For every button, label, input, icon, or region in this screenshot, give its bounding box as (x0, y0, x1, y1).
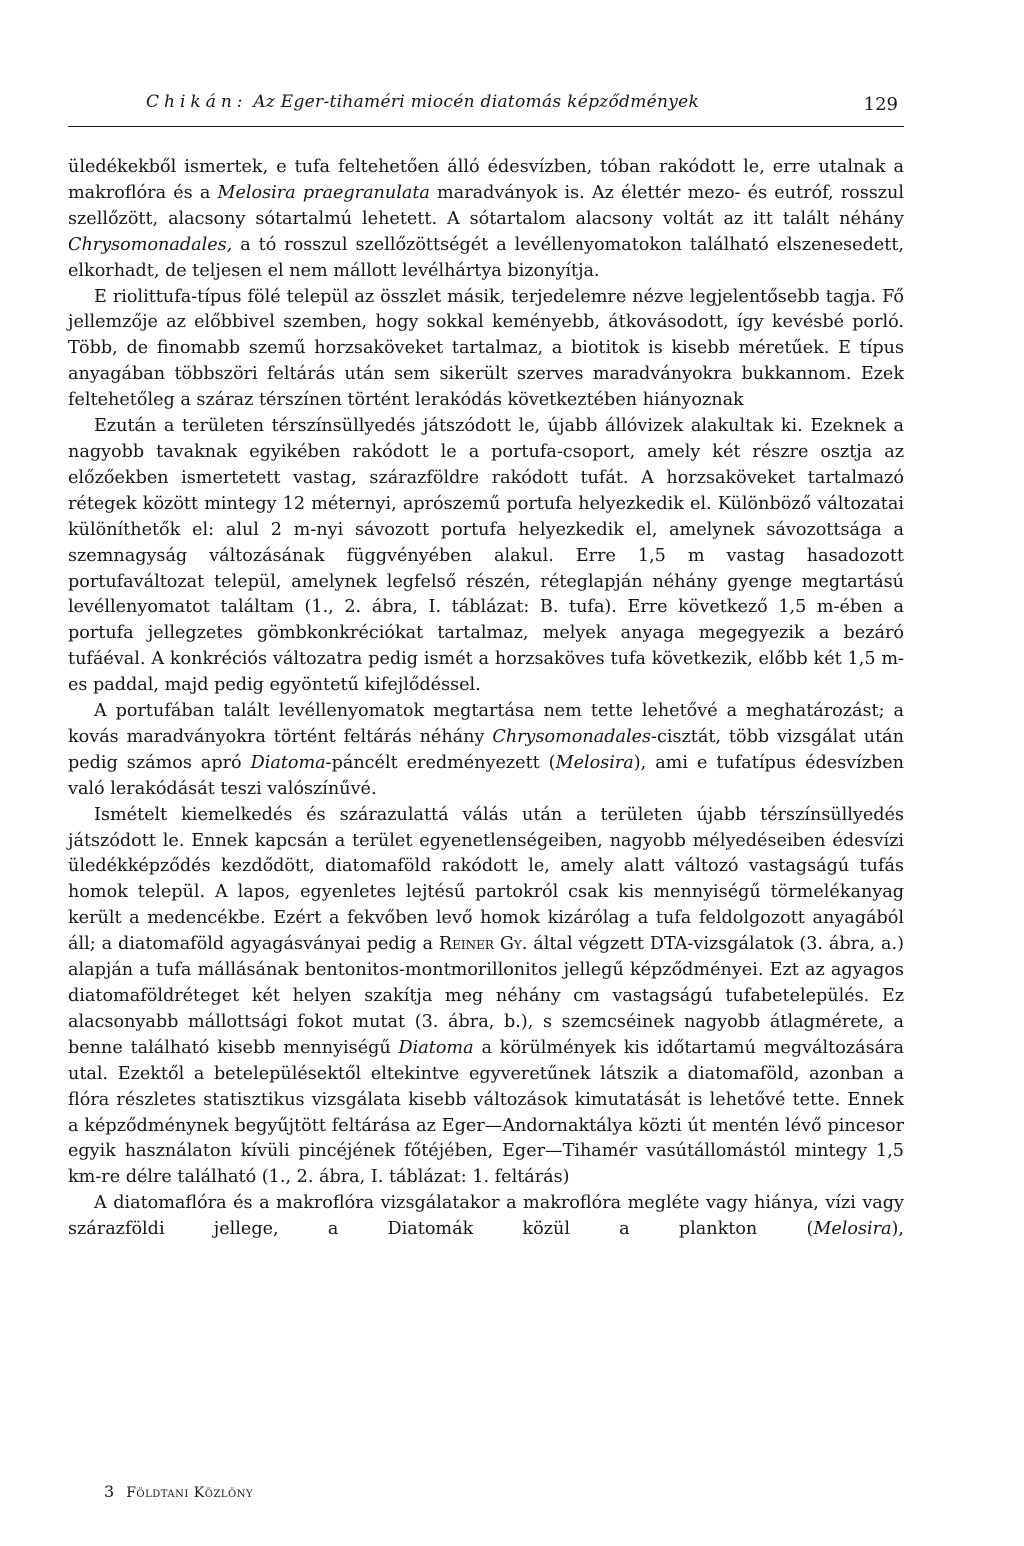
p6-taxon-melosira: Melosira (813, 1219, 892, 1240)
p5-text-e: a körülmények kis időtartamú megváltozására utal. Ezektől a betelepülésektől eltekintve egyveretűnek látszik a diatomaföld, azonban a flóra részletes statisztikus vizsgálata kisebb változások kimutatását is lehetővé tette. Ennek a képződménynek begyűjtött feltárása az Eger—Andornaktálya közti út mentén lévő pincesor egyik használaton kívüli pincéjének főtéjében, Eger—Tihamér vasútállomástól mintegy 1,5 km-re délre található (1., 2. ábra, I. táblázat: 1. feltárás) (68, 1037, 904, 1188)
p4-taxon-melosira: Melosira (555, 752, 634, 773)
paragraph-4 (68, 699, 904, 803)
p5-text-a: Ismételt kiemelkedés és szárazulattá válás után a területen újabb térszínsüllyedés játszódott le. Ennek kapcsán a terület egyenetlenségeiben, nagyobb mélyedéseiben édesvízi üledékképződés kezdődött, diatomaföld rakódott le, amely alatt változó vastagságú tufás homok települ. A lapos, egyenletes lejtésű partokról csak kis mennyiségű törmelékanyag került a medencékbe. Ezért a fekvőben levő homok kizárólag a tufa feldolgozott anyagából áll; a diatomaföld agyagásványai pedig a (68, 804, 904, 955)
p4-text-g: ), ami e tufatípus édesvízben való lerakódását teszi valószínűvé. (68, 752, 905, 799)
paragraph-2: E riolittufa-típus fölé települ az összlet másik, terjedelemre nézve legjelentősebb tagja. Fő jellemzője az előbbivel szemben, hogy sokkal keményebb, átkovásodott, így kevésbé porló. Több, de finomabb szemű horzsaköveket tartalmaz, a biotitok is kisebb méretűek. E típus anyagában többszöri feltárás után sem sikerült szerves maradványokra bukkannom. Ezek feltehetőleg a száraz térszínen történt lerakódás következtében hiányoznak (68, 286, 904, 411)
p5-taxon-diatoma: Diatoma (398, 1037, 474, 1058)
header-article-title: Az Eger-tihaméri miocén diatomás képződmények (253, 92, 700, 112)
signature-number: 3 (104, 1482, 115, 1501)
running-title (146, 92, 699, 112)
running-header (68, 92, 904, 127)
p1-text-e: a tó rosszul szellőzöttségét a levéllenyomatokon található elszenesedett, elkorhadt, de teljesen el nem mállott levélhártya bizonyítja. (68, 234, 904, 281)
p6-text-c: ), (891, 1219, 904, 1240)
p1-taxon-chrysomonadales: Chrysomonadales, (68, 234, 233, 255)
p5-author-reiner: Reiner Gy. (438, 934, 528, 955)
paragraph-3: Ezután a területen térszínsüllyedés játszódott le, újabb állóvizek alakultak ki. Ezeknek a nagyobb tavaknak egyikében rakódott le a portufa-csoport, amely két részre osztja az előzőekben ismertetett vastag, szárazföldre rakódott tufát. A horzsaköveket tartalmazó rétegek között mintegy 12 méternyi, aprószemű portufa helyezkedik el. Különböző változatai különíthetők el: alul 2 m-nyi sávozott portufa helyezkedik el, amelynek sávozottsága a szemnagyság változásának függvényében alakul. Erre 1,5 m vastag hasadozott portufaváltozat települ, amelynek legfelső részén, réteglapján néhány gyenge megtartású levéllenyomatot találtam (1., 2. ábra, I. táblázat: B. tufa). Erre következő 1,5 m-ében a portufa jellegzetes gömbkonkréciókat tartalmaz, melyek anyaga megegyezik a bezáró tufáéval. A konkréciós változatra pedig ismét a horzsaköves tufa következik, előbb két 1,5 m-es paddal, majd pedig egyöntetű kifejlődéssel. (68, 416, 904, 696)
p6-text-a: A diatomaflóra és a makroflóra vizsgálatakor a makroflóra megléte vagy hiánya, vízi vagy szárazföldi jellege, a Diatomák közül a plankton ( (68, 1193, 904, 1240)
page-footer (104, 1482, 253, 1501)
p4-text-e: -páncélt eredményezett ( (325, 752, 556, 773)
p1-text-c: maradványok is. Az élettér mezo- és eutróf, rosszul szellőzött, alacsony sótartalmú lehetett. A sótartalom alacsony voltát az itt talált néhány (68, 182, 904, 229)
p4-text-c: -cisztát, több vizsgálat után pedig számos apró (68, 726, 904, 773)
p5-text-c: által végzett DTA-vizsgálatok (3. ábra, a.) alapján a tufa mállásának bentonitos-montmorillonitos jellegű képződményei. Ezt az agyagos diatomaföldréteget két helyen szakítja meg néhány cm vastagságú tufabetelepülés. Ez alacsonyabb mállottsági fokot mutat (3. ábra, b.), s szemcséinek nagyobb átlagmérete, a benne található kisebb mennyiségű (68, 934, 904, 1058)
p4-text-a: A portufában talált levéllenyomatok megtartása nem tette lehetővé a meghatározást; a kovás maradványokra történt feltárás néhány (68, 701, 904, 747)
article-body (68, 155, 904, 1243)
p4-taxon-diatoma: Diatoma (250, 752, 326, 773)
paragraph-6 (68, 1191, 904, 1243)
paragraph-5 (68, 803, 904, 1192)
p4-taxon-chrysomonadales: Chrysomonadales (492, 726, 652, 747)
page-number: 129 (863, 94, 898, 115)
p1-text-a: üledékekből ismertek, e tufa feltehetően álló édesvízben, tóban rakódott le, erre utalnak a makroflóra és a (68, 157, 904, 203)
paragraph-1 (68, 155, 904, 285)
journal-name: Földtani Közlöny (126, 1485, 254, 1501)
p1-taxon-melosira: Melosira praegranulata (217, 182, 430, 203)
header-author: Chikán: (146, 92, 248, 112)
